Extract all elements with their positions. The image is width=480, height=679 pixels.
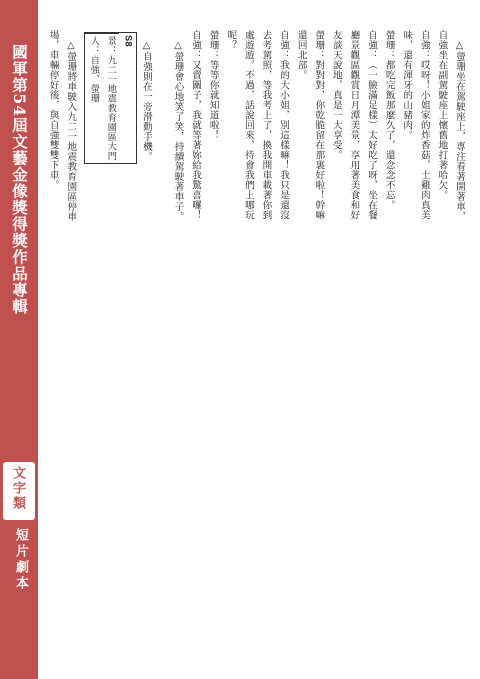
scene-detail: 人：自強、螢珊: [85, 33, 102, 163]
dialogue-line: 自強：哎呀！小姐家的炸香菇，土雞肉真美味，還有渾牙的山豬肉。: [401, 30, 430, 220]
scene-number: S8: [123, 35, 134, 48]
stage-direction: △螢珊會心地笑了笑，持續駕駛著車子。: [172, 39, 184, 221]
page-number: 327: [6, 658, 23, 669]
dialogue-line: 自強：又賣關子，我就等著妳給我驚喜囉！: [190, 30, 202, 220]
scene-detail: 景：九二一地震教育園區大門: [102, 33, 119, 163]
scene-heading-box: [84, 32, 137, 164]
stage-direction: △螢珊坐在駕駛座上，專注看著開著車，自強坐在副駕駛座上懷舊地打著哈欠。: [436, 30, 465, 221]
dialogue-line: 螢珊：都吃完飯那麼久了，還念念不忘。: [383, 30, 395, 210]
subcategory-label: 短片劇本: [13, 528, 28, 592]
category-label: 文字類: [10, 466, 25, 511]
text-tier: [169, 30, 468, 225]
sidebar: [0, 0, 38, 679]
stage-direction: △螢珊將車駛入九二一地震教育園區停車場，車輛停好後，與自強雙雙下車。: [48, 30, 77, 221]
dialogue-line: 螢珊：等等你就知道啦！: [207, 30, 219, 140]
dialogue-line: 自強：（一臉滿足樣）太好吃了呀，坐在餐廳景觀區觀賞日月潭美景，享用著美食和好友談天說地，真是一大享受。: [330, 30, 378, 220]
dialogue-line: 自強：我的大小姐，別這樣嘛！我只是還沒去考駕照，等我考上了，換我開車載著你到處遊遊，不過，話說回來，待會我們上哪玩呢？: [225, 30, 290, 220]
text-tier: [48, 30, 155, 225]
publication-title: 國軍第54屆文藝金像獎得獎作品專輯: [10, 44, 29, 316]
stage-direction: △自強則在一旁滑動手機。: [140, 39, 152, 161]
dialogue-line: 螢珊：對對對，你乾脆留在那裏好啦！幹嘛還回北部。: [295, 30, 325, 220]
script-body: [48, 30, 468, 644]
